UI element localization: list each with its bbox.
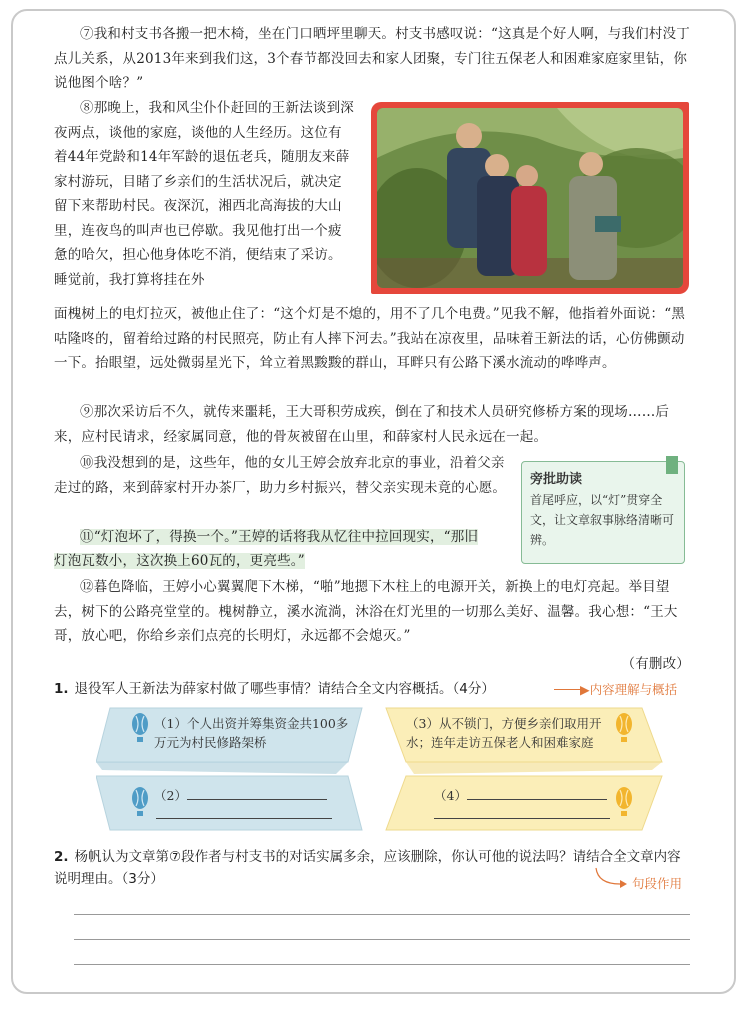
bookmark-icon [666, 456, 678, 474]
paragraph-11-line-1 [54, 525, 514, 550]
paragraph-9: ⑨那次采访后不久，就传来噩耗，王大哥积劳成疾，倒在了和技术人员研究修桥方案的现场……后来，应村民请求，经家属同意，他的骨灰被留在山里，和薛家村人民永远在一起。 [54, 404, 670, 445]
tag-label: 内容理解与概括 [589, 682, 678, 697]
highlight: 灯泡瓦数小，这次换上60瓦的，更亮些。” [54, 553, 305, 569]
arrow-icon: ▶ [580, 682, 590, 697]
blank-line [434, 806, 610, 819]
answer-4-label: （4） [434, 788, 467, 803]
answer-1: （1）个人出资并筹集资金共100多万元为村民修路架桥 [154, 716, 349, 750]
sidebar-note-title: 旁批助读 [530, 472, 583, 487]
paragraph-12: ⑫暮色降临，王婷小心翼翼爬下木梯，“啪”地摁下木柱上的电源开关，新换上的电灯亮起。举目望去，树下的公路亮堂堂的。槐树静立，溪水流淌，沐浴在灯光里的一切那么美好、温馨。我心想：“王大哥，放心吧，你给乡亲们点亮的长明灯，永远都不会熄灭。” [54, 579, 678, 644]
sidebar-note [521, 461, 685, 564]
curved-arrow-icon [594, 866, 630, 890]
question-1-tag [580, 680, 677, 698]
question-number: 1. [54, 681, 69, 697]
question-text: 杨帆认为文章第⑦段作者与村支书的对话实属多余，应该删除，你认可他的说法吗？请结合全文章内容说明理由。（3分） [54, 849, 681, 887]
balloon-icon [614, 786, 634, 820]
question-text: 退役军人王新法为薛家村做了哪些事情？请结合全文内容概括。（4分） [74, 681, 495, 697]
answer-2-label: （2） [154, 788, 187, 803]
highlight: ⑪“灯泡坏了，得换一个。”王婷的话将我从忆往中拉回现实，“那旧 [80, 529, 479, 545]
balloon-icon [130, 712, 150, 746]
photo-frame [371, 102, 689, 294]
paragraph-8-part-1: ⑧那晚上，我和风尘仆仆赶回的王新法谈到深夜两点，谈他的家庭，谈他的人生经历。这位有着44年党龄和14年军龄的退伍老兵，随朋友来薛家村游玩，目睹了乡亲们的生活状况后，就决定留下来帮助村民。夜深沉，湘西北高海拔的大山里，连夜鸟的叫声也已停歇。我见他打出一个疲惫的哈欠，担心他身体吃不消，便结束了采访。睡觉前，我打算将挂在外 [54, 100, 354, 288]
source-note: （有删改） [621, 656, 690, 672]
paragraph-11-line-2 [54, 549, 514, 574]
balloon-icon [614, 712, 634, 746]
answer-3: （3）从不锁门，方便乡亲们取用开水；连年走访五保老人和困难家庭 [406, 716, 602, 750]
sidebar-note-body: 首尾呼应，以“灯”贯穿全文，让文章叙事脉络清晰可辨。 [530, 493, 675, 547]
paragraph-8-part-2: 面槐树上的电灯拉灭，被他止住了：“这个灯是不熄的，用不了几个电费。”见我不解，他指着外面说：“黑咕隆咚的，留着给过路的村民照亮，防止有人摔下河去。”我站在凉夜里，品味着王新法的话，心仿佛颤动一下。抬眼望，远处微弱星光下，耸立着黑黢黢的群山，耳畔只有公路下溪水流动的哗哗声。 [54, 306, 686, 371]
villagers-photo [377, 108, 683, 288]
paragraph-10: ⑩我没想到的是，这些年，他的女儿王婷会放弃北京的事业，沿着父亲走过的路，来到薛家村开办茶厂，助力乡村振兴，替父亲实现未竟的心愿。 [54, 455, 507, 496]
balloon-icon [130, 786, 150, 820]
question-1 [54, 678, 495, 700]
answer-2-field[interactable] [154, 786, 354, 824]
answer-line[interactable] [74, 939, 690, 940]
blank-line [156, 806, 332, 819]
answer-4-field[interactable] [434, 786, 614, 824]
paragraph-7: ⑦我和村支书各搬一把木椅，坐在门口晒坪里聊天。村支书感叹说：“这真是个好人啊，与我们村没丁点儿关系，从2013年来到我们这，3个春节都没回去和家人团聚，专门往五保老人和困难家庭家里钻，你说他图个啥？” [54, 26, 690, 91]
villagers-illustration [377, 108, 683, 288]
blank-line [187, 787, 327, 800]
question-2-tag: 句段作用 [632, 876, 683, 891]
answer-line[interactable] [74, 914, 690, 915]
question-number: 2. [54, 849, 69, 865]
arrow-line [554, 689, 582, 690]
blank-line [467, 787, 607, 800]
answer-line[interactable] [74, 964, 690, 965]
